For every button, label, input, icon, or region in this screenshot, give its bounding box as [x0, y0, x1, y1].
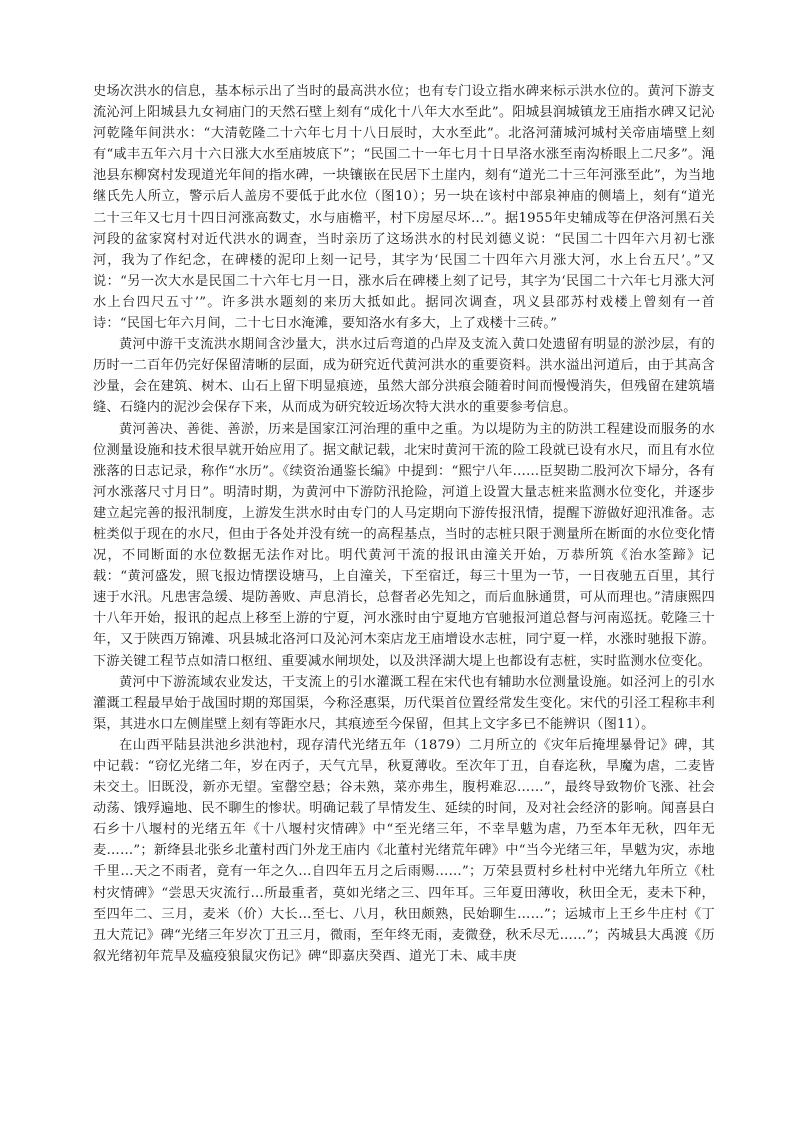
paragraph-4: 黄河中下游流域农业发达，干支流上的引水灌溉工程在宋代也有辅助水位测量设施。如泾河上的引水灌溉工程最早始于战国时期的郑国渠，今称泾惠渠，历代渠首位置经常发生变化。宋代的引泾工程称丰利渠，其进水口左侧崖壁上刻有等距水尺，其痕迹至今保留，但其上文字多已不能辨识（图11）。 — [93, 674, 715, 732]
paragraph-5: 在山西平陆县洪池乡洪池村，现存清代光绪五年（1879）二月所立的《灾年后掩埋暴骨记》碑，其中记载：“窃忆光绪二年，岁在丙子，天气亢旱，秋夏薄收。至次年丁丑，自春迄秋，旱魔为虐，二麦皆未交土。旧既没，新亦无望。室罄空悬；谷未熟，菜亦弗生，腹枵难忍……”，最终导致物价飞涨、社会动荡、饿殍遍地、民不聊生的惨状。明确记载了旱情发生、延续的时间，及对社会经济的影响。闻喜县白石乡十八堰村的光绪五年《十八堰村灾情碑》中“至光绪三年，不幸旱魃为虐，乃至本年无秋，四年无麦……”；新绛县北张乡北董村西门外龙王庙内《北董村光绪荒年碑》中“当今光绪三年，旱魃为灾，赤地千里…天之不雨者，竟有一年之久…自四年五月之后雨赐……”；万荣县贾村乡杜村中光绪九年所立《杜村灾情碑》“尝思天灾流行…所最重者，莫如光绪之三、四年耳。三年夏田薄收，秋田全无，麦未下种，至四年二、三月，麦米（价）大长…至七、八月，秋田颇熟，民始聊生……”；运城市上王乡牛庄村《丁丑大荒记》碑“光绪三年岁次丁丑三月，微雨，至年终无雨，麦微登，秋禾尽无……”；芮城县大禹渡《历叙光绪初年荒旱及瘟疫狼鼠灾伤记》碑“即嘉庆癸酉、道光丁未、咸丰庚 — [93, 737, 715, 964]
paragraph-1: 史场次洪水的信息，基本标示出了当时的最高洪水位；也有专门设立指水碑来标示洪水位的。黄河下游支流沁河上阳城县九女祠庙门的天然石壁上刻有“成化十八年大水至此”。阳城县润城镇龙王庙指水碑又记沁河乾隆年间洪水：“大清乾隆二十六年七月十八日辰时，大水至此”。北洛河蒲城河城村关帝庙墙壁上刻有“咸丰五年六月十六日涨大水至庙坡底下”；“民国二十一年七月十日早洛水涨至南沟桥眼上二尺多”。渑池县东柳窝村发现道光年间的指水碑，一块镶嵌在民居下土崖内，刻有“道光二十三年河涨至此”，为当地继氏先人所立，警示后人盖房不要低于此水位（图10）；另一块在该村中部泉神庙的侧墙上，刻有“道光二十三年又七月十四日河涨高数丈，水与庙檐平，村下房屋尽坏…”。据1955年史辅成等在伊洛河黑石关河段的盆家窝村对近代洪水的调查，当时亲历了这场洪水的村民刘德义说：“民国二十四年六月初七涨河，我为了作纪念，在碑楼的泥印上刻一记号，其字为‘民国二十四年六月涨大河，水上台五尺’。”又说：“另一次大水是民国二十六年七月一日，涨水后在碑楼上刻了记号，其字为‘民国二十六年七月涨大河水上台四尺五寸’”。许多洪水题刻的来历大抵如此。据同次调查，巩义县邵苏村戏楼上曾刻有一首诗：“民国七年六月间，二十七日水淹滩，要知洛水有多大，上了戏楼十三砖。” — [93, 84, 715, 332]
paragraph-2: 黄河中游干支流洪水期间含沙量大，洪水过后弯道的凸岸及支流入黄口处遗留有明显的淤沙层，有的历时一二百年仍完好保留清晰的层面，成为研究近代黄河洪水的重要资料。洪水溢出河道后，由于其高含沙量，会在建筑、树木、山石上留下明显痕迹，虽然大部分洪痕会随着时间而慢慢消失，但残留在建筑墙缝、石缝内的泥沙会保存下来，从而成为研究较近场次特大洪水的重要参考信息。 — [93, 337, 715, 416]
document-page — [93, 81, 715, 967]
paragraph-3: 黄河善决、善徙、善淤，历来是国家江河治理的重中之重。为以堤防为主的防洪工程建设而服务的水位测量设施和技术很早就开始应用了。据文献记载，北宋时黄河干流的险工段就已设有水尺，而且有水位涨落的日志记录，称作“水历”。《续资治通鉴长编》中提到：“熙宁八年……臣契勘二股河次下埽分，各有河水涨落尺寸月日”。明清时期，为黄河中下游防汛抢险，河道上设置大量志桩来监测水位变化，并逐步建立起完善的报汛制度，上游发生洪水时由专门的人马定期向下游传报汛情，提醒下游做好迎汛准备。志桩类似于现在的水尺，但由于各处并没有统一的高程基点，当时的志桩只限于测量所在断面的水位变化情况，不同断面的水位数据无法作对比。明代黄河干流的报讯由潼关开始，万恭所筑《治水筌蹄》记载：“黄河盛发，照飞报边情摆设塘马，上自潼关，下至宿迁，每三十里为一节，一日夜驰五百里，其行速于水汛。凡患害急缓、堤防善败、声息消长，总督者必先知之，而后血脉通贯，可从而理也。”清康熙四十八年开始，报讯的起点上移至上游的宁夏，河水涨时由宁夏地方官驰报河道总督与河南巡抚。乾隆三十年，又于陕西万锦滩、巩县城北洛河口及沁河木栾店龙王庙增设水志桩，同宁夏一样，水涨时驰报下游。下游关键工程节点如清口枢纽、重要减水闸坝处，以及洪泽湖大堤上也都设有志桩，实时监测水位变化。 — [93, 421, 715, 669]
